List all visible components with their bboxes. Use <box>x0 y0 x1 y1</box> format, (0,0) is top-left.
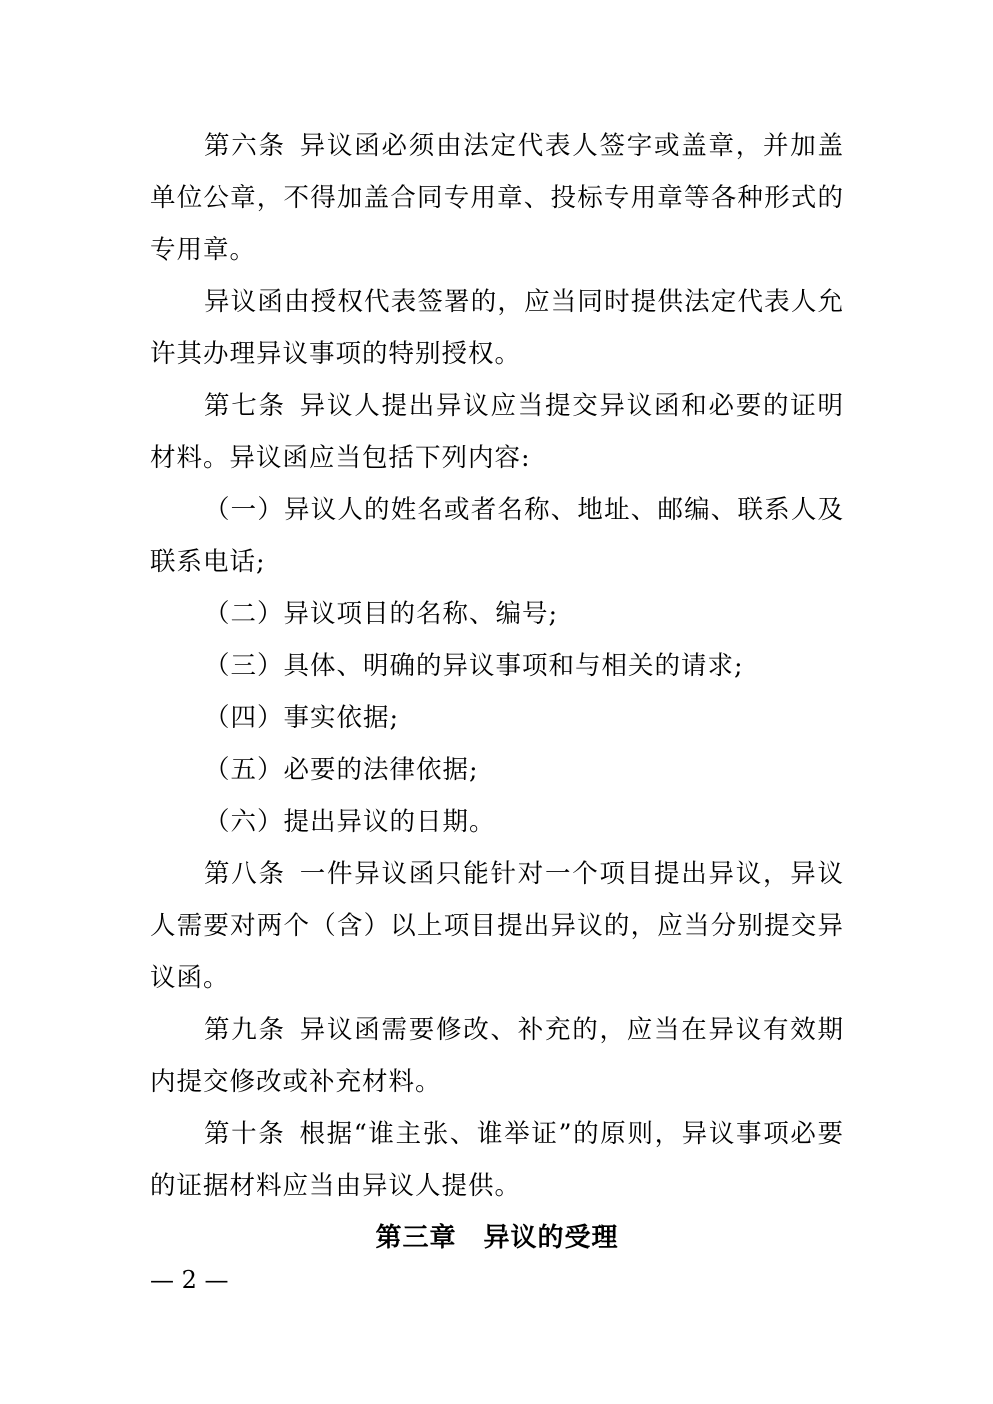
paragraph-text: （五）必要的法律依据; <box>204 755 479 785</box>
article-label: 第八条 <box>204 859 286 889</box>
paragraph-text: 异议函必须由法定代表人签字或盖章，并加盖单位公章，不得加盖合同专用章、投标专用章等各种形式的专用章。 <box>150 131 844 265</box>
paragraph-text: （四）事实依据; <box>204 703 400 733</box>
article-label: 第十条 <box>204 1119 286 1149</box>
article-10-paragraph <box>150 1108 844 1212</box>
list-item-4 <box>150 692 844 744</box>
article-6-paragraph <box>150 120 844 276</box>
list-item-1 <box>150 484 844 588</box>
chapter-heading: 第三章 异议的受理 <box>375 1223 619 1253</box>
page-number: — 2 — <box>150 1266 229 1294</box>
article-8-paragraph <box>150 848 844 1004</box>
document-body <box>150 120 844 1212</box>
list-item-3 <box>150 640 844 692</box>
paragraph-text: 根据“谁主张、谁举证”的原则，异议事项必要的证据材料应当由异议人提供。 <box>150 1119 844 1201</box>
list-item-6 <box>150 796 844 848</box>
paragraph-text: （二）异议项目的名称、编号; <box>204 599 559 629</box>
article-label: 第六条 <box>204 131 286 161</box>
paragraph-text: 异议函需要修改、补充的，应当在异议有效期内提交修改或补充材料。 <box>150 1015 844 1097</box>
paragraph-text: （三）具体、明确的异议事项和与相关的请求; <box>204 651 744 681</box>
article-9-paragraph <box>150 1004 844 1108</box>
list-item-2 <box>150 588 844 640</box>
article-6-authorization-paragraph <box>150 276 844 380</box>
article-7-paragraph <box>150 380 844 484</box>
paragraph-text: （一）异议人的姓名或者名称、地址、邮编、联系人及联系电话; <box>150 495 844 577</box>
paragraph-text: （六）提出异议的日期。 <box>204 807 496 837</box>
paragraph-text: 一件异议函只能针对一个项目提出异议，异议人需要对两个（含）以上项目提出异议的，应当分别提交异议函。 <box>150 859 844 993</box>
paragraph-text: 异议函由授权代表签署的，应当同时提供法定代表人允许其办理异议事项的特别授权。 <box>150 287 844 369</box>
article-label: 第七条 <box>204 391 286 421</box>
article-label: 第九条 <box>204 1015 286 1045</box>
paragraph-text: 异议人提出异议应当提交异议函和必要的证明材料。异议函应当包括下列内容: <box>150 391 844 473</box>
list-item-5 <box>150 744 844 796</box>
